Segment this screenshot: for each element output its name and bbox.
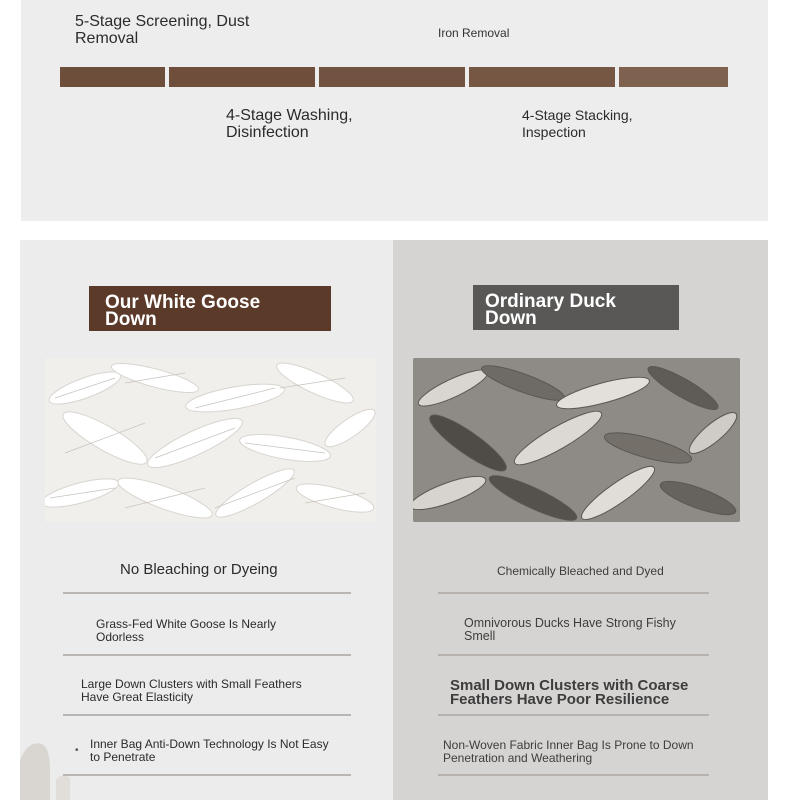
duck-feature-poor-resilience: Small Down Clusters with Coarse Feathers Have Poor Resilience (450, 677, 689, 708)
bullet-dot-icon: • (75, 745, 79, 756)
goose-feature-no-bleach: No Bleaching or Dyeing (120, 561, 278, 578)
process-bar-segment (60, 67, 165, 87)
goose-down-title: Our White Goose Down (89, 286, 331, 331)
process-bar-segment (469, 67, 615, 87)
process-bar-segment (169, 67, 315, 87)
divider (438, 774, 709, 776)
divider (438, 714, 709, 716)
chair-silhouette-icon (20, 730, 80, 800)
stage-label-washing: 4-Stage Washing, Disinfection (226, 107, 353, 141)
duck-feature-fishy-smell: Omnivorous Ducks Have Strong Fishy Smell (464, 616, 676, 643)
goose-feature-elasticity: Large Down Clusters with Small Feathers Have Great Elasticity (81, 677, 302, 704)
comparison-section (20, 240, 768, 800)
duck-down-column (393, 240, 768, 800)
goose-feature-odorless: Grass-Fed White Goose Is Nearly Odorless (96, 617, 277, 644)
divider (63, 714, 351, 716)
stage-label-iron-removal: Iron Removal (438, 26, 510, 40)
stage-label-stacking: 4-Stage Stacking, Inspection (522, 107, 633, 140)
process-bar-segment (619, 67, 728, 87)
goose-feature-anti-down: Inner Bag Anti-Down Technology Is Not Easy to Penetrate (90, 737, 329, 764)
white-feathers-photo (45, 358, 376, 522)
divider (63, 592, 351, 594)
process-bar-segment (319, 67, 465, 87)
divider (63, 774, 351, 776)
gray-feathers-photo (413, 358, 740, 522)
process-section (21, 0, 768, 221)
divider (63, 654, 351, 656)
duck-down-title: Ordinary Duck Down (473, 285, 679, 330)
divider (438, 592, 709, 594)
divider (438, 654, 709, 656)
goose-down-column (20, 240, 393, 800)
duck-feature-bleached: Chemically Bleached and Dyed (497, 564, 664, 578)
stage-label-screening: 5-Stage Screening, Dust Removal (75, 13, 250, 47)
duck-feature-non-woven: Non-Woven Fabric Inner Bag Is Prone to Down Penetration and Weathering (443, 738, 694, 765)
